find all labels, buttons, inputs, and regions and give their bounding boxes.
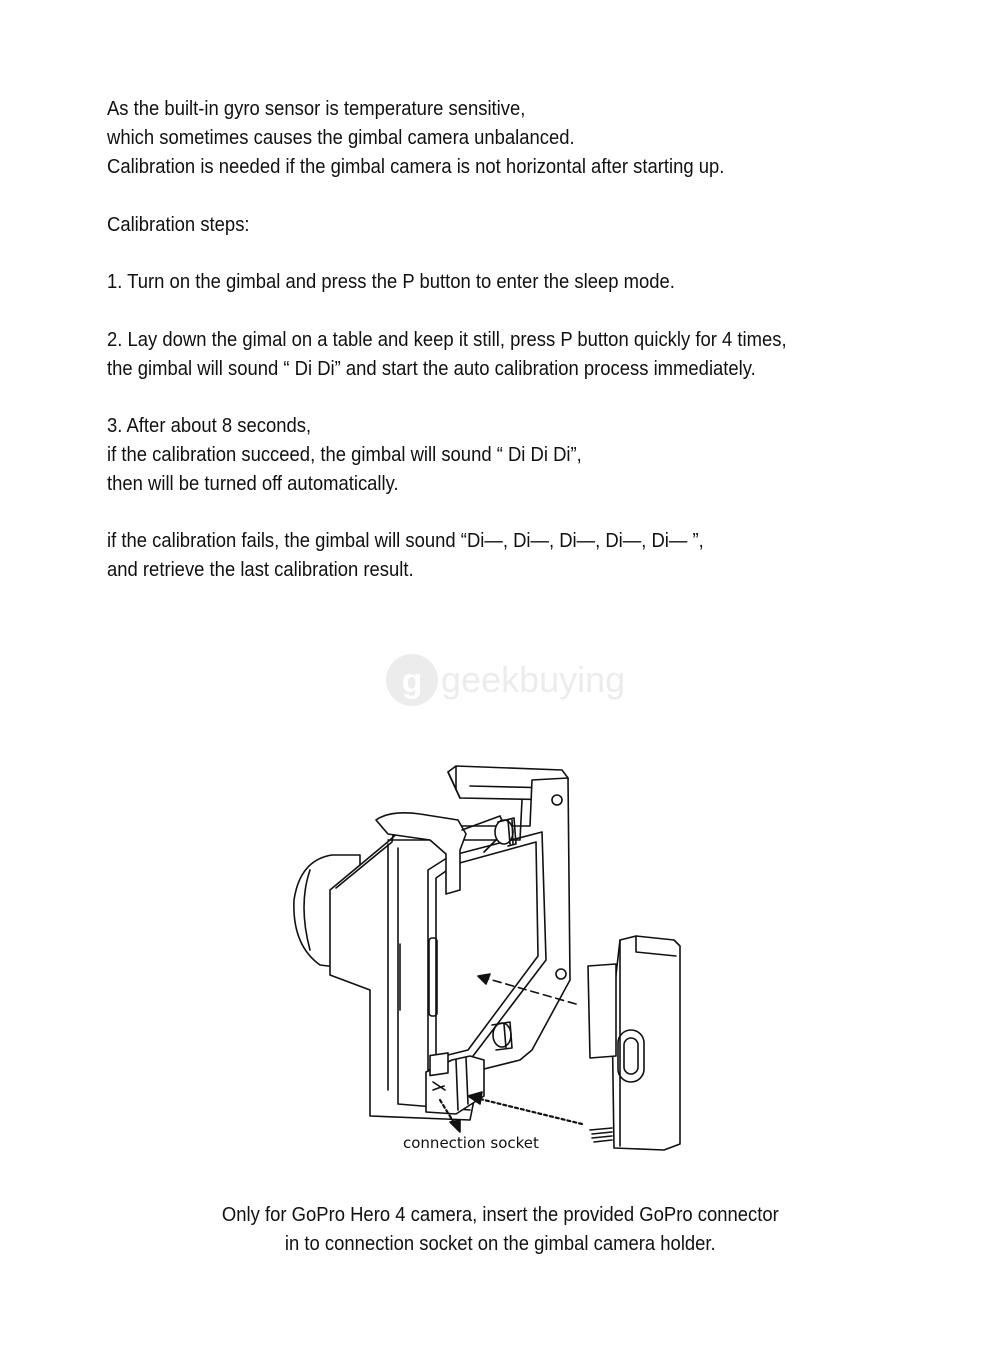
footer-line-1 <box>0 1200 1000 1229</box>
intro-line-3: Calibration is needed if the gimbal camera is not horizontal after starting up. <box>107 155 725 178</box>
svg-text:g: g <box>401 662 423 700</box>
step-1: 1. Turn on the gimbal and press the P button to enter the sleep mode. <box>107 270 675 293</box>
fail-line-2: and retrieve the last calibration result. <box>107 558 414 581</box>
footer-line-2-text: in to connection socket on the gimbal camera holder. <box>284 1232 716 1255</box>
steps-heading: Calibration steps: <box>107 213 250 236</box>
fail-line-1: if the calibration fails, the gimbal will sound “Di—, Di—, Di—, Di—, Di— ”, <box>107 529 704 552</box>
step-3-line-3: then will be turned off automatically. <box>107 472 399 495</box>
step-3-line-2: if the calibration succeed, the gimbal will sound “ Di Di Di”, <box>107 443 582 466</box>
intro-line-2: which sometimes causes the gimbal camera unbalanced. <box>107 126 575 149</box>
watermark-text: geekbuying <box>441 659 625 700</box>
step-3-line-1: 3. After about 8 seconds, <box>107 414 312 437</box>
footer-line-1-text: Only for GoPro Hero 4 camera, insert the provided GoPro connector <box>221 1203 779 1226</box>
connection-socket-label: connection socket <box>403 1134 539 1152</box>
geekbuying-watermark-logo <box>385 652 625 710</box>
gimbal-connector-diagram <box>270 760 710 1160</box>
intro-line-1: As the built-in gyro sensor is temperature sensitive, <box>107 97 526 120</box>
step-2-line-1: 2. Lay down the gimal on a table and keep it still, press P button quickly for 4 times, <box>107 328 787 351</box>
step-2-line-2: the gimbal will sound “ Di Di” and start the auto calibration process immediately. <box>107 357 756 380</box>
footer-line-2 <box>0 1229 1000 1258</box>
